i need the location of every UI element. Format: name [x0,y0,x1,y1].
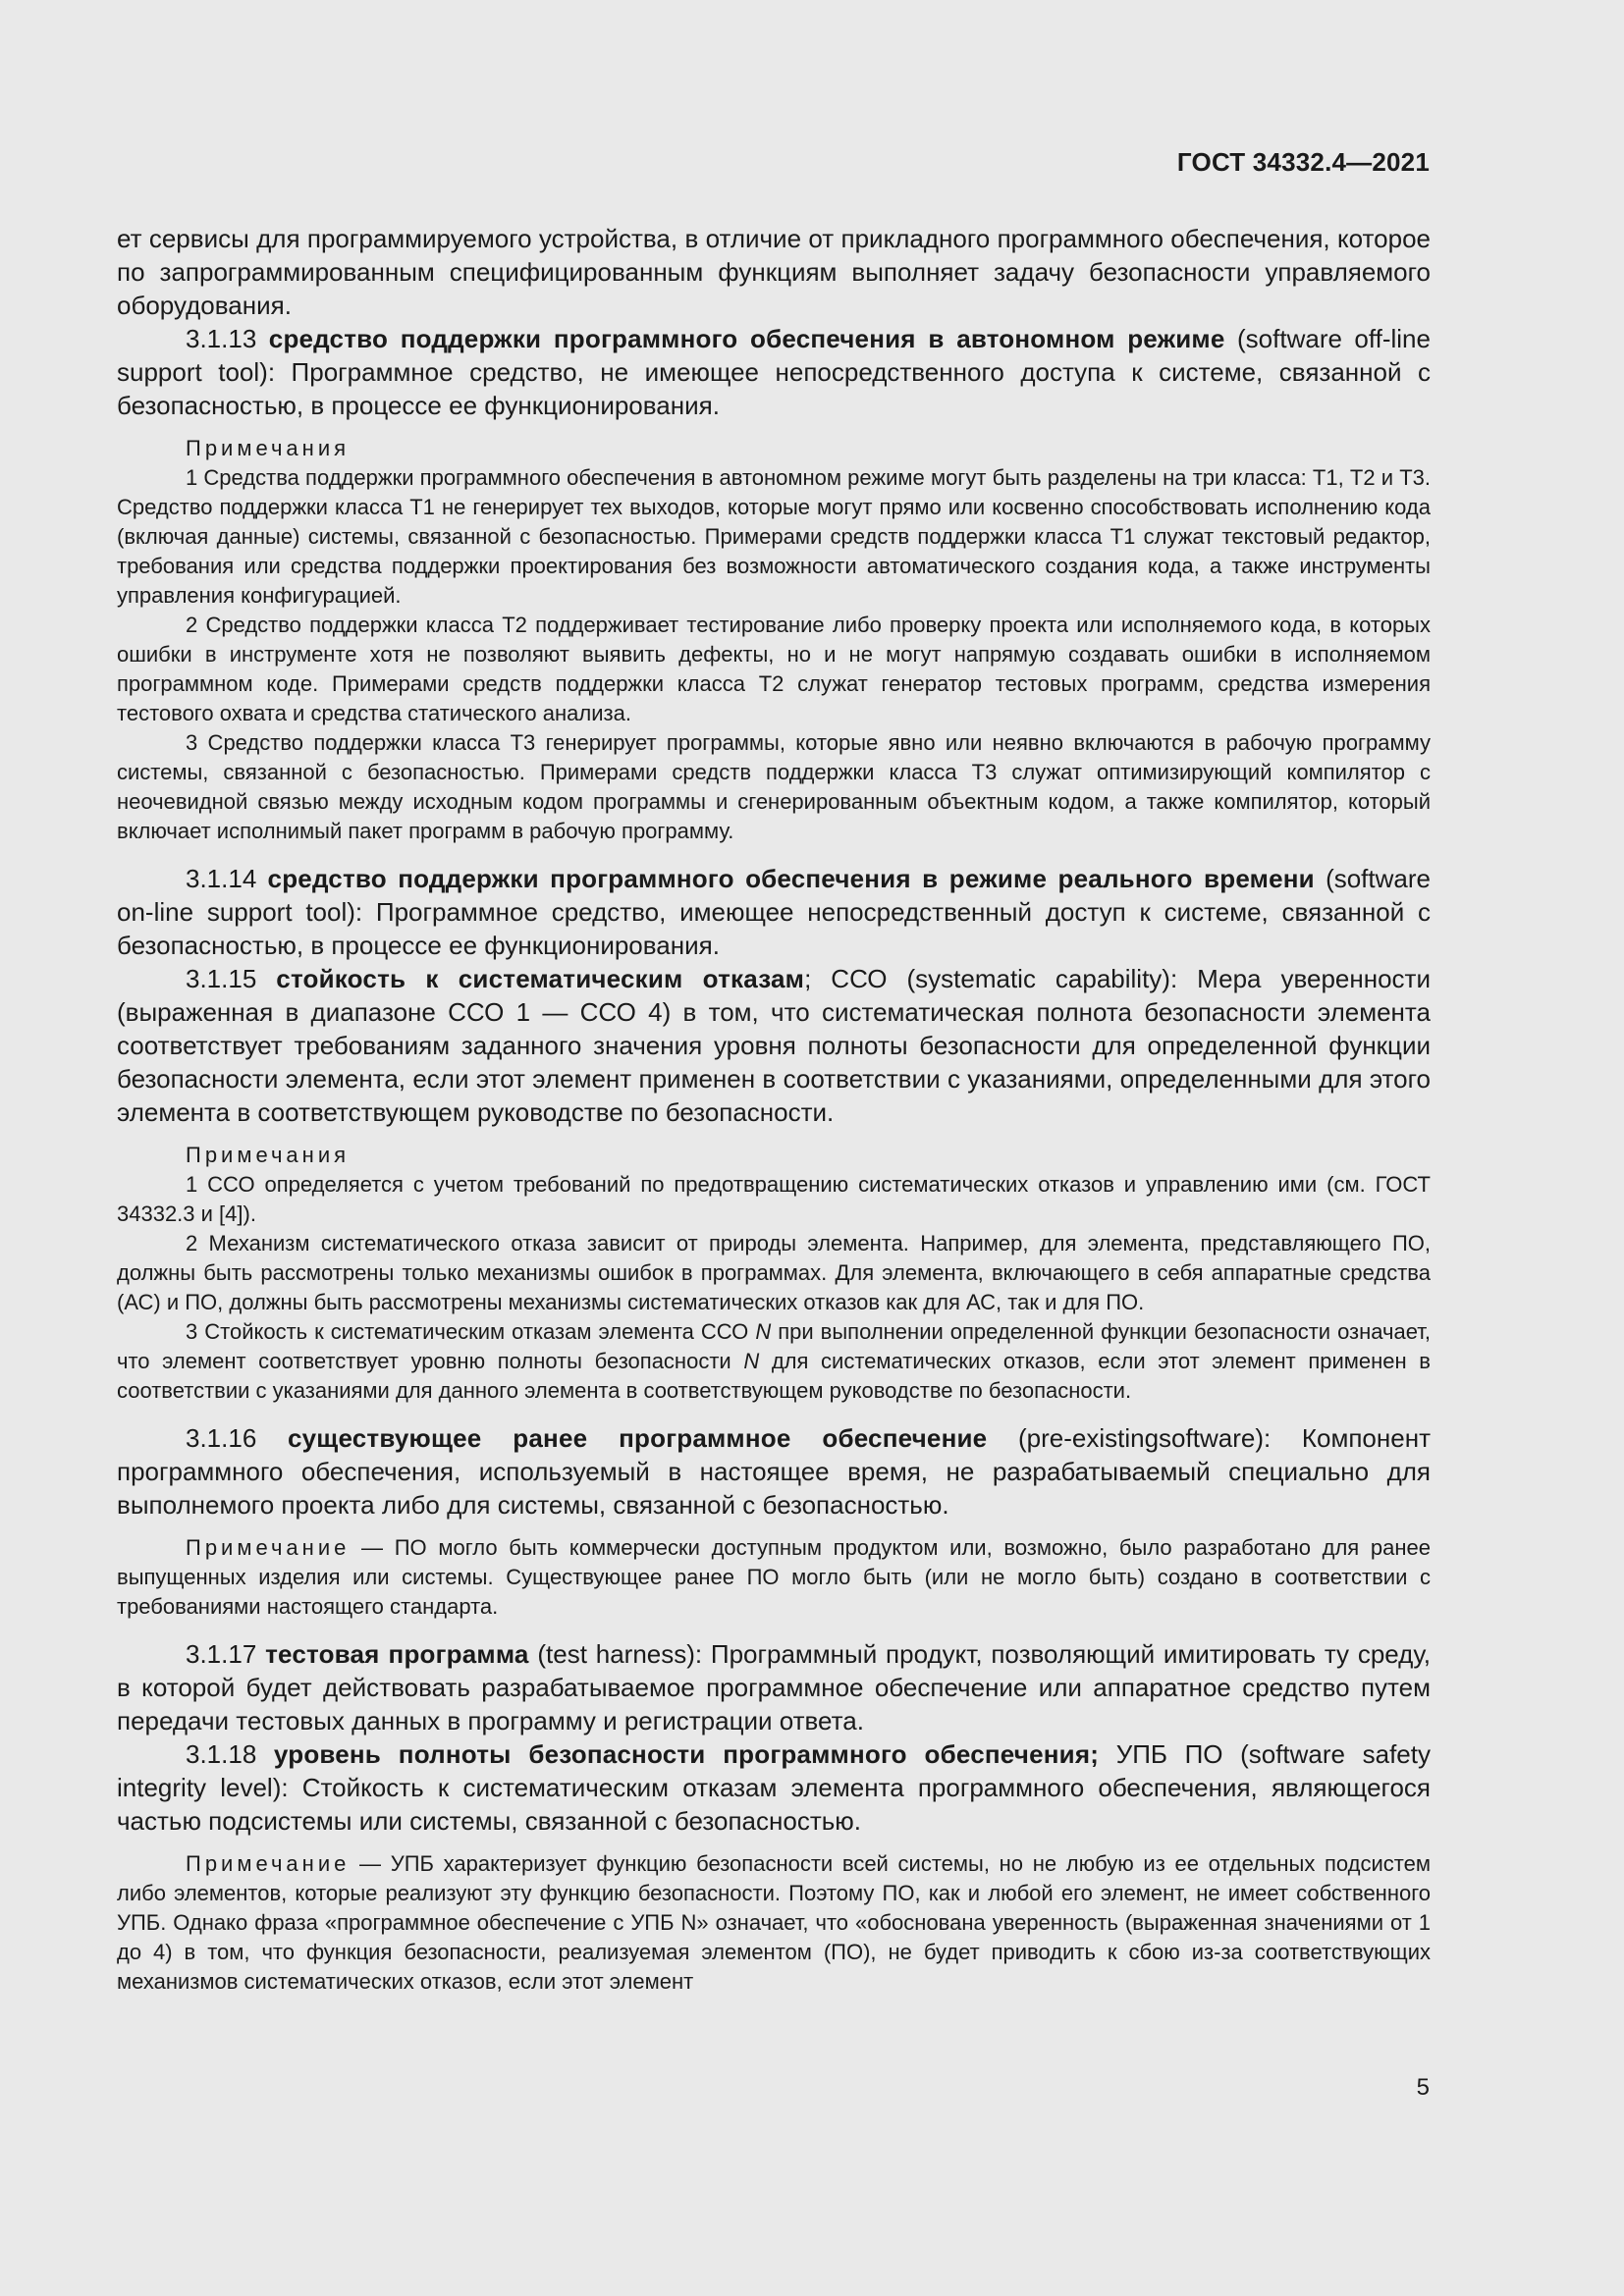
note-item: 1 ССО определяется с учетом требований по предотвращению систематических отказов и управлению ими (см. ГОСТ 34332.3 и [4]). [117,1172,1431,1226]
note-item: 2 Механизм систематического отказа зависит от природы элемента. Например, для элемента, представляющего ПО, должны быть рассмотрены только механизмы ошибок в программах. Для элемента, включающего в себя аппаратные средства (АС) и ПО, должны быть рассмотрены механизмы систематических отказов как для АС, так и для ПО. [117,1231,1431,1314]
term-3-1-13 [117,322,1431,422]
term-title: существующее ранее программное обеспечение [287,1423,988,1453]
notes-heading: Примечания [186,436,351,460]
document-body [117,222,1431,1997]
term-3-1-18 [117,1737,1431,1838]
note-item: 1 Средства поддержки программного обеспечения в автономном режиме могут быть разделены на три класса: Т1, Т2 и Т3. Средство поддержки класса Т1 не генерирует тех выходов, которые могут прямо или косвенно способствовать исполнению кода (включая данные) системы, связанной с безопасностью. Примерами средств поддержки класса Т1 служат текстовый редактор, требования или средства поддержки проектирования без возможности автоматического создания кода, а также инструменты управления конфигурацией. [117,465,1431,608]
term-title: средство поддержки программного обеспечения в автономном режиме [268,324,1225,353]
note-text: при выполнении определенной функции безопасности означает, что элемент соответствует уровню полноты безопасности [117,1319,1431,1373]
term-3-1-15 [117,962,1431,1129]
term-definition: УПБ ПО (software safety integrity level): Стойкость к систематическим отказам элемента программного обеспечения, являющегося частью подсистемы или системы, связанной с безопасностью. [117,1739,1431,1836]
term-3-1-16 [117,1421,1431,1522]
note-label: Примечание [186,1851,351,1876]
note-single [117,1849,1431,1997]
note-single [117,1533,1431,1622]
note-text: — УПБ характеризует функцию безопасности всей системы, но не любую из ее отдельных подсистем либо элементов, которые реализуют эту функцию безопасности. Поэтому ПО, как и любой его элемент, не имеет собственного УПБ. Однако фраза «программное обеспечение с УПБ N» означает, что «обоснована уверенность (выраженная значениями от 1 до 4) в том, что функция безопасности, реализуемая элементом (ПО), не будет приводить к сбою из-за соответствующих механизмов систематических отказов, если этот элемент [117,1851,1431,1994]
term-3-1-14 [117,862,1431,962]
note-variable: N [755,1319,772,1344]
term-definition: (test harness): Программный продукт, позволяющий имитировать ту среду, в которой будет действовать разрабатываемое программное обеспечение или аппаратное средство путем передачи тестовых данных в программу и регистрации ответа. [117,1639,1431,1735]
note-variable: N [743,1349,760,1373]
note-text: 3 Стойкость к систематическим отказам элемента ССО [186,1319,756,1344]
note-text: — ПО могло быть коммерчески доступным продуктом или, возможно, было разработано для ранее выпущенных изделия или системы. Существующее ранее ПО могло быть (или не могло быть) создано в соответствии с требованиями настоящего стандарта. [117,1535,1431,1619]
paragraph-continuation: ет сервисы для программируемого устройства, в отличие от прикладного программного обеспечения, которое по запрограммированным специфицированным функциям выполняет задачу безопасности управляемого оборудования. [117,224,1431,320]
term-number: 3.1.15 [186,964,257,993]
term-number: 3.1.13 [186,324,257,353]
notes-heading: Примечания [186,1143,351,1167]
note-text: для систематических отказов, если этот элемент применен в соответствии с указаниями для данного элемента в соответствующем руководстве по безопасности. [117,1349,1431,1403]
term-3-1-17 [117,1637,1431,1737]
term-definition: (software on-line support tool): Программное средство, имеющее непосредственный доступ к системе, связанной с безопасностью, в процессе ее функционирования. [117,864,1431,960]
term-title: средство поддержки программного обеспечения в режиме реального времени [267,864,1315,893]
term-definition: (software off-line support tool): Программное средство, не имеющее непосредственного доступа к системе, связанной с безопасностью, в процессе ее функционирования. [117,324,1431,420]
term-number: 3.1.18 [186,1739,257,1769]
note-item [117,1317,1431,1406]
term-definition: (pre-existingsoftware): Компонент программного обеспечения, используемый в настоящее время, не разрабатываемый специально для выполнемого проекта либо для системы, связанной с безопасностью. [117,1423,1431,1520]
term-title: стойкость к систематическим отказам [276,964,805,993]
document-header: ГОСТ 34332.4—2021 [1176,147,1430,177]
note-label: Примечание [186,1535,351,1560]
term-title: тестовая программа [265,1639,529,1669]
term-number: 3.1.17 [186,1639,257,1669]
page-number: 5 [1416,2074,1430,2101]
term-number: 3.1.14 [186,864,257,893]
note-item: 2 Средство поддержки класса Т2 поддерживает тестирование либо проверку проекта или исполняемого кода, в которых ошибки в инструменте хотя не позволяют выявить дефекты, но и не могут напрямую создавать ошибки в исполняемом программном коде. Примерами средств поддержки класса Т2 служат генератор тестовых программ, средства измерения тестового охвата и средства статического анализа. [117,613,1431,725]
term-number: 3.1.16 [186,1423,257,1453]
term-definition: ; ССО (systematic capability): Мера уверенности (выраженная в диапазоне ССО 1 — ССО 4) в том, что систематическая полнота безопасности элемента соответствует требованиям заданного значения уровня полноты безопасности для определенной функции безопасности элемента, если этот элемент применен в соответствии с указаниями, определенными для этого элемента в соответствующем руководстве по безопасности. [117,964,1431,1127]
term-title: уровень полноты безопасности программного обеспечения; [273,1739,1100,1769]
note-item: 3 Средство поддержки класса Т3 генерирует программы, которые явно или неявно включаются в рабочую программу системы, связанной с безопасностью. Примерами средств поддержки класса Т3 служат оптимизирующий компилятор с неочевидной связью между исходным кодом программы и сгенерированным объектным кодом, а также компилятор, который включает исполнимый пакет программ в рабочую программу. [117,730,1431,843]
